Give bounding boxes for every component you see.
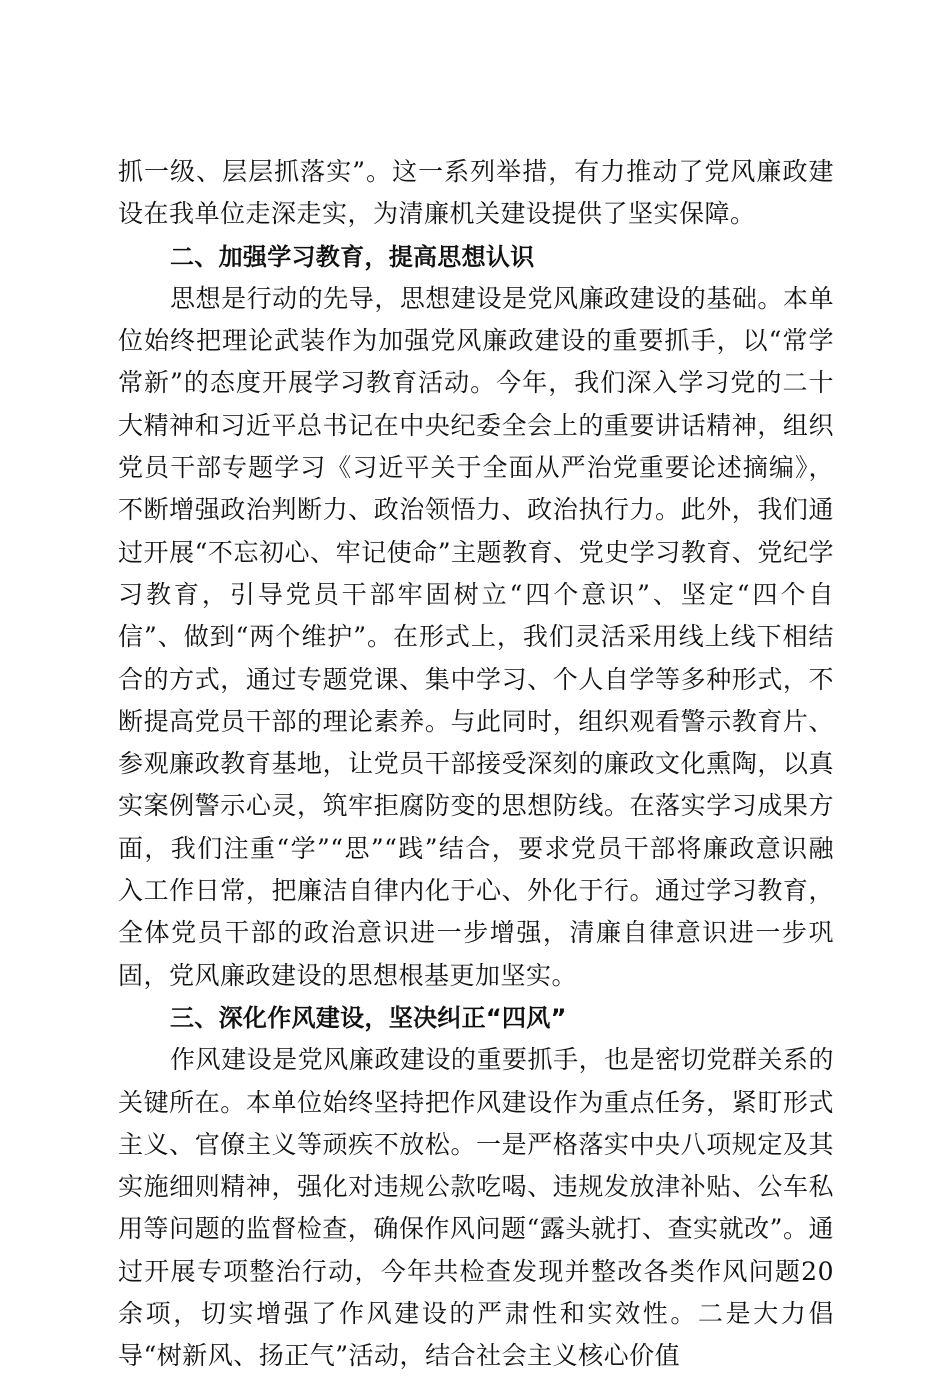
document-body (118, 151, 834, 1378)
paragraph-study-education: 思想是行动的先导，思想建设是党风廉政建设的基础。本单位始终把理论武装作为加强党风廉政建设的重要抓手，以“常学常新”的态度开展学习教育活动。今年，我们深入学习党的二十大精神和习近平总书记在中央纪委全会上的重要讲话精神，组织党员干部专题学习《习近平关于全面从严治党重要论述摘编》，不断增强政治判断力、政治领悟力、政治执行力。此外，我们通过开展“不忘初心、牢记使命”主题教育、党史学习教育、党纪学习教育，引导党员干部牢固树立“四个意识”、坚定“四个自信”、做到“两个维护”。在形式上，我们灵活采用线上线下相结合的方式，通过专题党课、集中学习、个人自学等多种形式，不断提高党员干部的理论素养。与此同时，组织观看警示教育片、参观廉政教育基地，让党员干部接受深刻的廉政文化熏陶，以真实案例警示心灵，筑牢拒腐防变的思想防线。在落实学习成果方面，我们注重“学”“思”“践”结合，要求党员干部将廉政意识融入工作日常，把廉洁自律内化于心、外化于行。通过学习教育，全体党员干部的政治意识进一步增强，清廉自律意识进一步巩固，党风廉政建设的思想根基更加坚实。 (118, 283, 834, 990)
section-heading-two: 二、加强学习教育，提高思想认识 (170, 242, 535, 271)
paragraph-work-style: 作风建设是党风廉政建设的重要抓手，也是密切党群关系的关键所在。本单位始终坚持把作风建设作为重点任务，紧盯形式主义、官僚主义等顽疾不放松。一是严格落实中央八项规定及其实施细则精神，强化对违规公款吃喝、违规发放津补贴、公车私用等问题的监督检查，确保作风问题“露头就打、查实就改”。通过开展专项整治行动，今年共检查发现并整改各类作风问题20余项，切实增强了作风建设的严肃性和实效性。二是大力倡导“树新风、扬正气”活动，结合社会主义核心价值 (118, 1045, 834, 1371)
paragraph-continued: 抓一级、层层抓落实”。这一系列举措，有力推动了党风廉政建设在我单位走深走实，为清廉机关建设提供了坚实保障。 (118, 157, 834, 229)
section-heading-three: 三、深化作风建设，坚决纠正“四风” (170, 1003, 567, 1032)
